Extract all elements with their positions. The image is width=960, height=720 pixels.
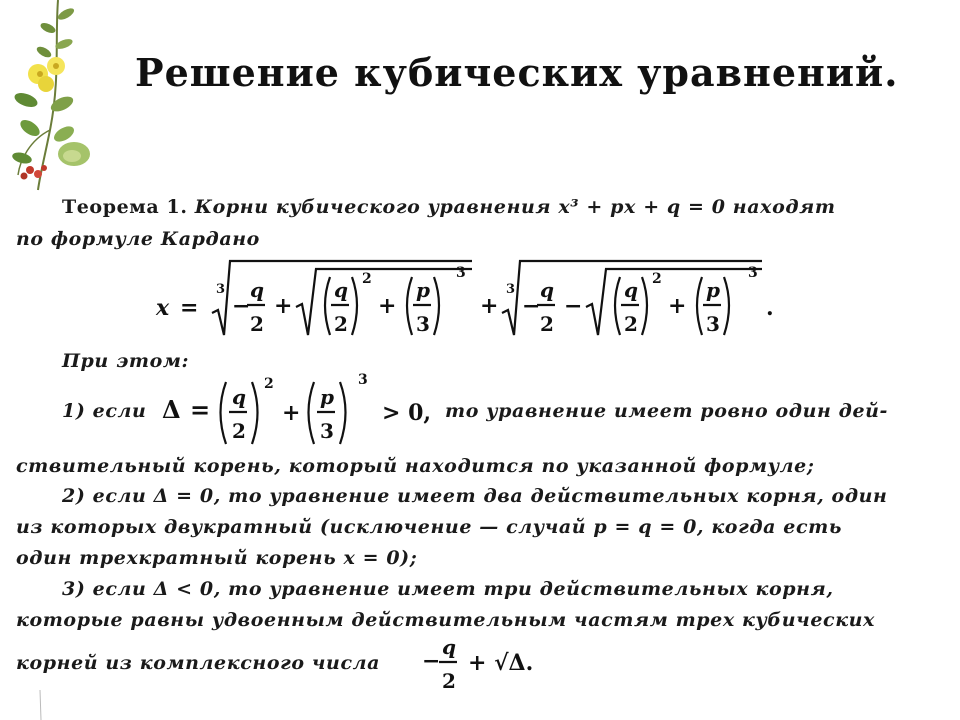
delta-p-den: 3 — [320, 419, 334, 443]
condition-1-prefix: 1) если — [62, 400, 147, 422]
condition-3-line-2: которые равны удвоенным действительным частям трех кубических — [16, 609, 875, 631]
complex-number-expression — [420, 632, 570, 698]
paren-open-3 — [615, 277, 620, 335]
paren-open-4 — [697, 277, 702, 335]
paren-close-2 — [434, 277, 439, 335]
paren-close-4 — [724, 277, 729, 335]
complex-q-den: 2 — [442, 669, 456, 693]
frac-q-num-1: q — [250, 278, 264, 302]
paren-open-5 — [221, 382, 227, 444]
minus-sign-3: − — [564, 293, 583, 319]
condition-1-rest: то уравнение имеет ровно один дей- — [445, 400, 889, 422]
delta-q-num: q — [232, 385, 246, 409]
frac-q-den-2: 2 — [334, 312, 348, 336]
conditions-intro: При этом: — [62, 350, 190, 372]
frac-p-den-1: 3 — [416, 312, 430, 336]
delta-p-num: p — [320, 385, 334, 409]
paren-open-2 — [407, 277, 412, 335]
frac-q-den-1: 2 — [250, 312, 264, 336]
condition-1-line-2: ствительный корень, который находится по указанной формуле; — [16, 455, 815, 477]
frac-q-num-2: q — [334, 278, 348, 302]
condition-3-line-3: корней из комплексного числа — [16, 652, 381, 674]
delta-exp-2: 2 — [264, 376, 274, 392]
root-index-1: 3 — [216, 282, 226, 297]
condition-2-line-3: один трехкратный корень x = 0); — [16, 547, 418, 569]
condition-2-line-2: из которых двукратный (исключение — случай p = q = 0, когда есть — [16, 516, 842, 538]
exp-3-2: 3 — [748, 265, 758, 281]
condition-3-line-1: 3) если Δ < 0, то уравнение имеет три действительных корня, — [62, 578, 834, 600]
frac-p-num-2: p — [706, 278, 720, 302]
delta-equals: = — [190, 395, 211, 424]
slide-title: Решение кубических уравнений. — [135, 50, 899, 95]
delta-plus: + — [282, 400, 301, 426]
plus-sign-4: + — [668, 293, 687, 319]
delta-compare: > 0, — [382, 400, 432, 426]
delta-formula — [160, 372, 440, 452]
frac-q-den-4: 2 — [624, 312, 638, 336]
exp-2-1: 2 — [362, 271, 372, 287]
root-index-2: 3 — [506, 282, 516, 297]
theorem-statement-line-1: Корни кубического уравнения x³ + px + q = 0 находят — [194, 196, 836, 218]
theorem-label: Теорема 1. — [62, 196, 188, 218]
delta-q-den: 2 — [232, 419, 246, 443]
theorem-line-1 — [62, 196, 836, 218]
frac-p-num-1: p — [416, 278, 430, 302]
paren-open-1 — [325, 277, 330, 335]
exp-2-2: 2 — [652, 271, 662, 287]
frac-q-num-3: q — [540, 278, 554, 302]
formula-x: x — [156, 295, 170, 321]
minus-sign-2: − — [522, 293, 541, 319]
complex-q-num: q — [442, 635, 456, 659]
delta-symbol: Δ — [162, 395, 181, 424]
paren-close-5 — [252, 382, 258, 444]
frac-q-den-3: 2 — [540, 312, 554, 336]
frac-p-den-2: 3 — [706, 312, 720, 336]
cardano-formula — [150, 255, 800, 345]
theorem-statement-line-2: по формуле Кардано — [16, 228, 260, 250]
paren-close-1 — [352, 277, 357, 335]
condition-2-line-1: 2) если Δ = 0, то уравнение имеет два действительных корня, один — [62, 485, 888, 507]
complex-minus: − — [422, 648, 441, 674]
formula-equals: = — [180, 295, 199, 321]
paren-close-3 — [642, 277, 647, 335]
frac-q-num-4: q — [624, 278, 638, 302]
paren-open-6 — [309, 382, 315, 444]
complex-tail: + √Δ. — [468, 650, 534, 676]
plus-sign-3: + — [480, 293, 499, 319]
minus-sign-1: − — [232, 293, 251, 319]
delta-exp-3: 3 — [358, 372, 368, 388]
formula-period: . — [766, 295, 774, 321]
plus-sign-1: + — [274, 293, 293, 319]
paren-close-6 — [340, 382, 346, 444]
exp-3-1: 3 — [456, 265, 466, 281]
plus-sign-2: + — [378, 293, 397, 319]
